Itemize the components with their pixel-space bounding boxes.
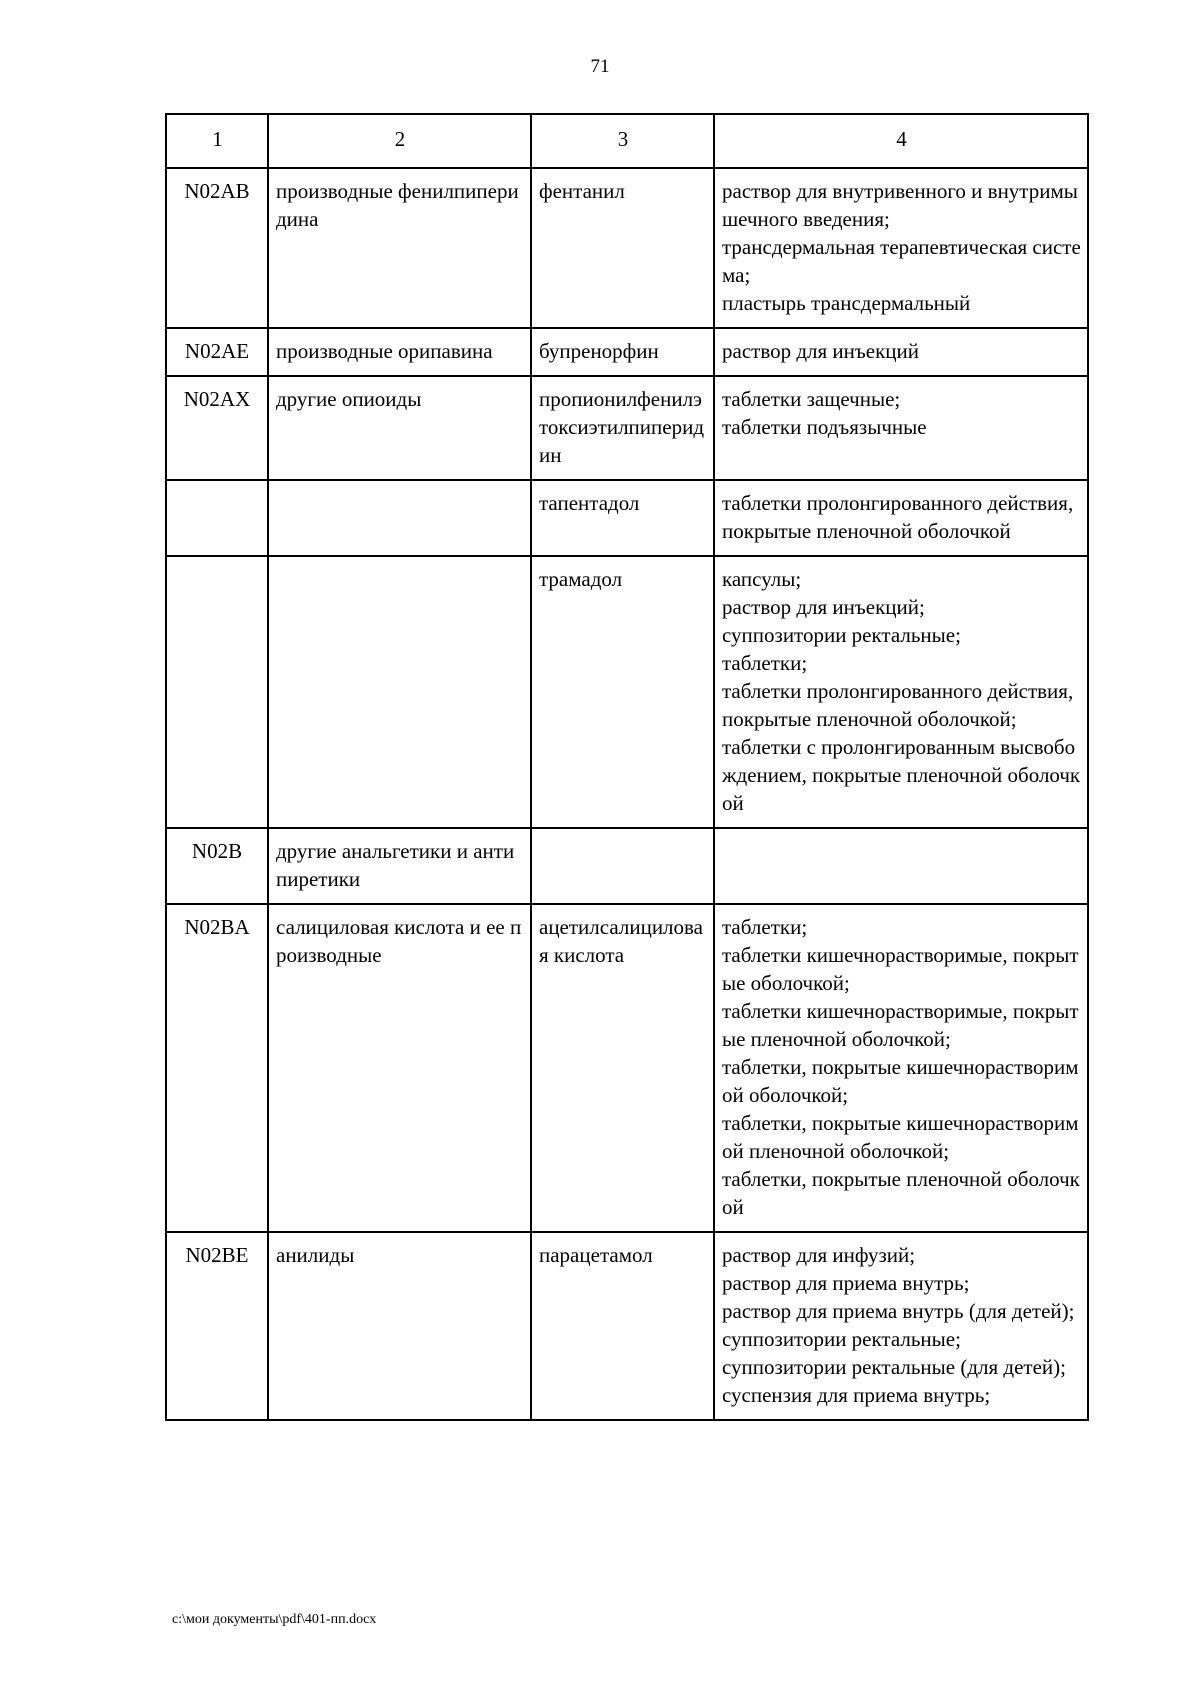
dosage-form: раствор для инфузий; — [722, 1243, 916, 1267]
dosage-form: трансдермальная терапевтическая система; — [722, 235, 1081, 287]
group-name: салициловая кислота и ее производные — [268, 904, 531, 1232]
header-cell-3: 3 — [531, 114, 714, 168]
dosage-forms — [714, 904, 1088, 1232]
atc-code — [166, 480, 268, 556]
table-row — [166, 376, 1088, 480]
dosage-form: таблетки, покрытые кишечнорастворимой оболочкой; — [722, 1055, 1079, 1107]
group-name: производные фенилпиперидина — [268, 168, 531, 328]
dosage-form: суппозитории ректальные; — [722, 623, 961, 647]
header-cell-4: 4 — [714, 114, 1088, 168]
substance-name: пропионилфенилэтоксиэтилпиперидин — [531, 376, 714, 480]
dosage-form: суппозитории ректальные (для детей); — [722, 1355, 1066, 1379]
dosage-form: суппозитории ректальные; — [722, 1327, 961, 1351]
atc-code: N02BE — [166, 1232, 268, 1420]
table-row — [166, 828, 1088, 904]
table-row — [166, 1232, 1088, 1420]
dosage-form: таблетки, покрытые кишечнорастворимой пленочной оболочкой; — [722, 1111, 1079, 1163]
substance-name: тапентадол — [531, 480, 714, 556]
dosage-form: таблетки кишечнорастворимые, покрытые оболочкой; — [722, 943, 1079, 995]
dosage-forms — [714, 828, 1088, 904]
substance-name: фентанил — [531, 168, 714, 328]
page-number: 71 — [590, 56, 610, 77]
table-row — [166, 556, 1088, 828]
drug-table — [165, 113, 1089, 1421]
dosage-form: раствор для внутривенного и внутримышечного введения; — [722, 179, 1078, 231]
header-cell-1: 1 — [166, 114, 268, 168]
table-row — [166, 904, 1088, 1232]
table-header-row — [166, 114, 1088, 168]
substance-name: бупренорфин — [531, 328, 714, 376]
atc-code — [166, 556, 268, 828]
atc-code: N02AX — [166, 376, 268, 480]
dosage-form: таблетки; — [722, 915, 808, 939]
atc-code: N02B — [166, 828, 268, 904]
group-name: другие анальгетики и антипиретики — [268, 828, 531, 904]
dosage-form: пластырь трансдермальный — [722, 291, 971, 315]
atc-code: N02BA — [166, 904, 268, 1232]
dosage-form: таблетки с пролонгированным высвобождением, покрытые пленочной оболочкой — [722, 735, 1081, 815]
dosage-form: таблетки пролонгированного действия, покрытые пленочной оболочкой; — [722, 679, 1074, 731]
dosage-form: таблетки кишечнорастворимые, покрытые пленочной оболочкой; — [722, 999, 1079, 1051]
dosage-forms — [714, 556, 1088, 828]
table-row — [166, 480, 1088, 556]
footer-file-path: c:\мои документы\pdf\401-пп.docx — [172, 1612, 377, 1627]
dosage-form: таблетки защечные; — [722, 387, 901, 411]
group-name: анилиды — [268, 1232, 531, 1420]
group-name — [268, 556, 531, 828]
dosage-form: раствор для приема внутрь (для детей); — [722, 1299, 1075, 1323]
dosage-forms — [714, 480, 1088, 556]
atc-code: N02AB — [166, 168, 268, 328]
table-row — [166, 168, 1088, 328]
table-row — [166, 328, 1088, 376]
group-name: другие опиоиды — [268, 376, 531, 480]
dosage-form: капсулы; — [722, 567, 802, 591]
dosage-forms — [714, 376, 1088, 480]
dosage-form: таблетки пролонгированного действия, покрытые пленочной оболочкой — [722, 491, 1074, 543]
substance-name: ацетилсалициловая кислота — [531, 904, 714, 1232]
atc-code: N02AE — [166, 328, 268, 376]
dosage-form: раствор для инъекций; — [722, 595, 925, 619]
dosage-forms — [714, 168, 1088, 328]
dosage-form: раствор для приема внутрь; — [722, 1271, 970, 1295]
dosage-form: таблетки подъязычные — [722, 415, 927, 439]
header-cell-2: 2 — [268, 114, 531, 168]
substance-name: парацетамол — [531, 1232, 714, 1420]
group-name — [268, 480, 531, 556]
dosage-forms — [714, 1232, 1088, 1420]
substance-name: трамадол — [531, 556, 714, 828]
dosage-form: раствор для инъекций — [722, 339, 919, 363]
substance-name — [531, 828, 714, 904]
dosage-form: таблетки, покрытые пленочной оболочкой — [722, 1167, 1080, 1219]
dosage-form: таблетки; — [722, 651, 808, 675]
dosage-form: суспензия для приема внутрь; — [722, 1383, 991, 1407]
group-name: производные орипавина — [268, 328, 531, 376]
dosage-forms — [714, 328, 1088, 376]
